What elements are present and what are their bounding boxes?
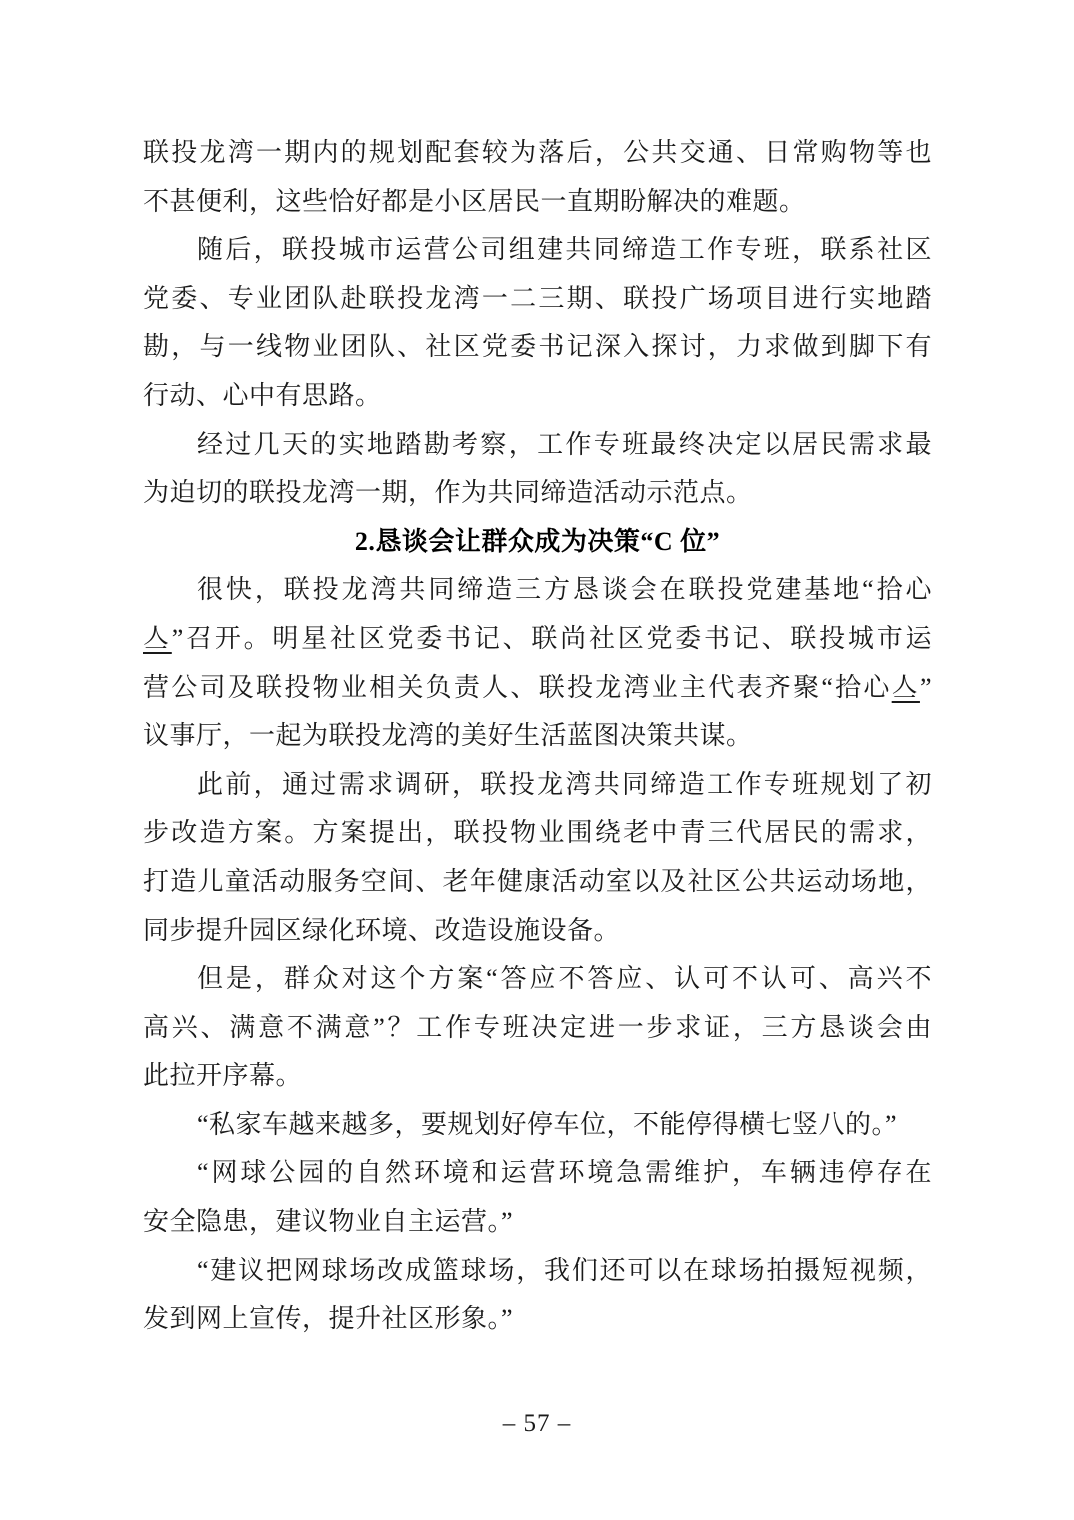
text-line: 议事厅，一起为联投龙湾的美好生活蓝图决策共谋。 — [143, 721, 753, 751]
text-line: 联投龙湾一期内的规划配套较为落后，公共交通、日常购物等也 — [143, 138, 932, 167]
text-line: 为迫切的联投龙湾一期，作为共同缔造活动示范点。 — [143, 478, 753, 508]
text-line: 行动、心中有思路。 — [143, 380, 382, 410]
text-line: 同步提升园区绿化环境、改造设施设备。 — [143, 915, 621, 945]
text-line: 经过几天的实地踏勘考察，工作专班最终决定以居民需求最 — [197, 429, 932, 459]
underlined-text: 亼 — [143, 623, 172, 653]
text-line: 此前，通过需求调研，联投龙湾共同缔造工作专班规划了初 — [197, 769, 932, 799]
text-line: “私家车越来越多，要规划好停车位，不能停得横七竖八的。” — [197, 1109, 898, 1139]
text-line: 勘，与一线物业团队、社区党委书记深入探讨，力求做到脚下有 — [143, 332, 932, 362]
underlined-text: 亼 — [891, 672, 920, 702]
text-line: 很快，联投龙湾共同缔造三方恳谈会在联投党建基地“拾心 — [197, 575, 932, 605]
text-line: 亼”召开。明星社区党委书记、联尚社区党委书记、联投城市运 — [143, 623, 932, 653]
section-heading: 2.恳谈会让群众成为决策“C 位” — [354, 526, 721, 556]
text-line: 党委、专业团队赴联投龙湾一二三期、联投广场项目进行实地踏 — [143, 283, 932, 313]
text-line: 随后，联投城市运营公司组建共同缔造工作专班，联系社区 — [197, 235, 932, 265]
text-line: 高兴、满意不满意”？工作专班决定进一步求证，三方恳谈会由 — [143, 1012, 932, 1042]
page-number: – 57 – — [502, 1410, 572, 1437]
text-line: 打造儿童活动服务空间、老年健康活动室以及社区公共运动场地， — [143, 866, 932, 896]
text-line: “建议把网球场改成篮球场，我们还可以在球场拍摄短视频， — [197, 1255, 932, 1285]
text-line: 不甚便利，这些恰好都是小区居民一直期盼解决的难题。 — [143, 186, 806, 216]
text-line: 步改造方案。方案提出，联投物业围绕老中青三代居民的需求， — [143, 818, 932, 848]
text-line: “网球公园的自然环境和运营环境急需维护，车辆违停存在 — [197, 1158, 932, 1188]
document-body — [143, 129, 932, 1344]
text-line: 发到网上宣传，提升社区形象。” — [143, 1304, 514, 1334]
text-line: 营公司及联投物业相关负责人、联投龙湾业主代表齐聚“拾心亼” — [143, 672, 932, 702]
text-line: 但是，群众对这个方案“答应不答应、认可不认可、高兴不 — [197, 964, 932, 994]
text-line: 安全隐患，建议物业自主运营。” — [143, 1207, 514, 1237]
text-line: 此拉开序幕。 — [143, 1061, 303, 1091]
